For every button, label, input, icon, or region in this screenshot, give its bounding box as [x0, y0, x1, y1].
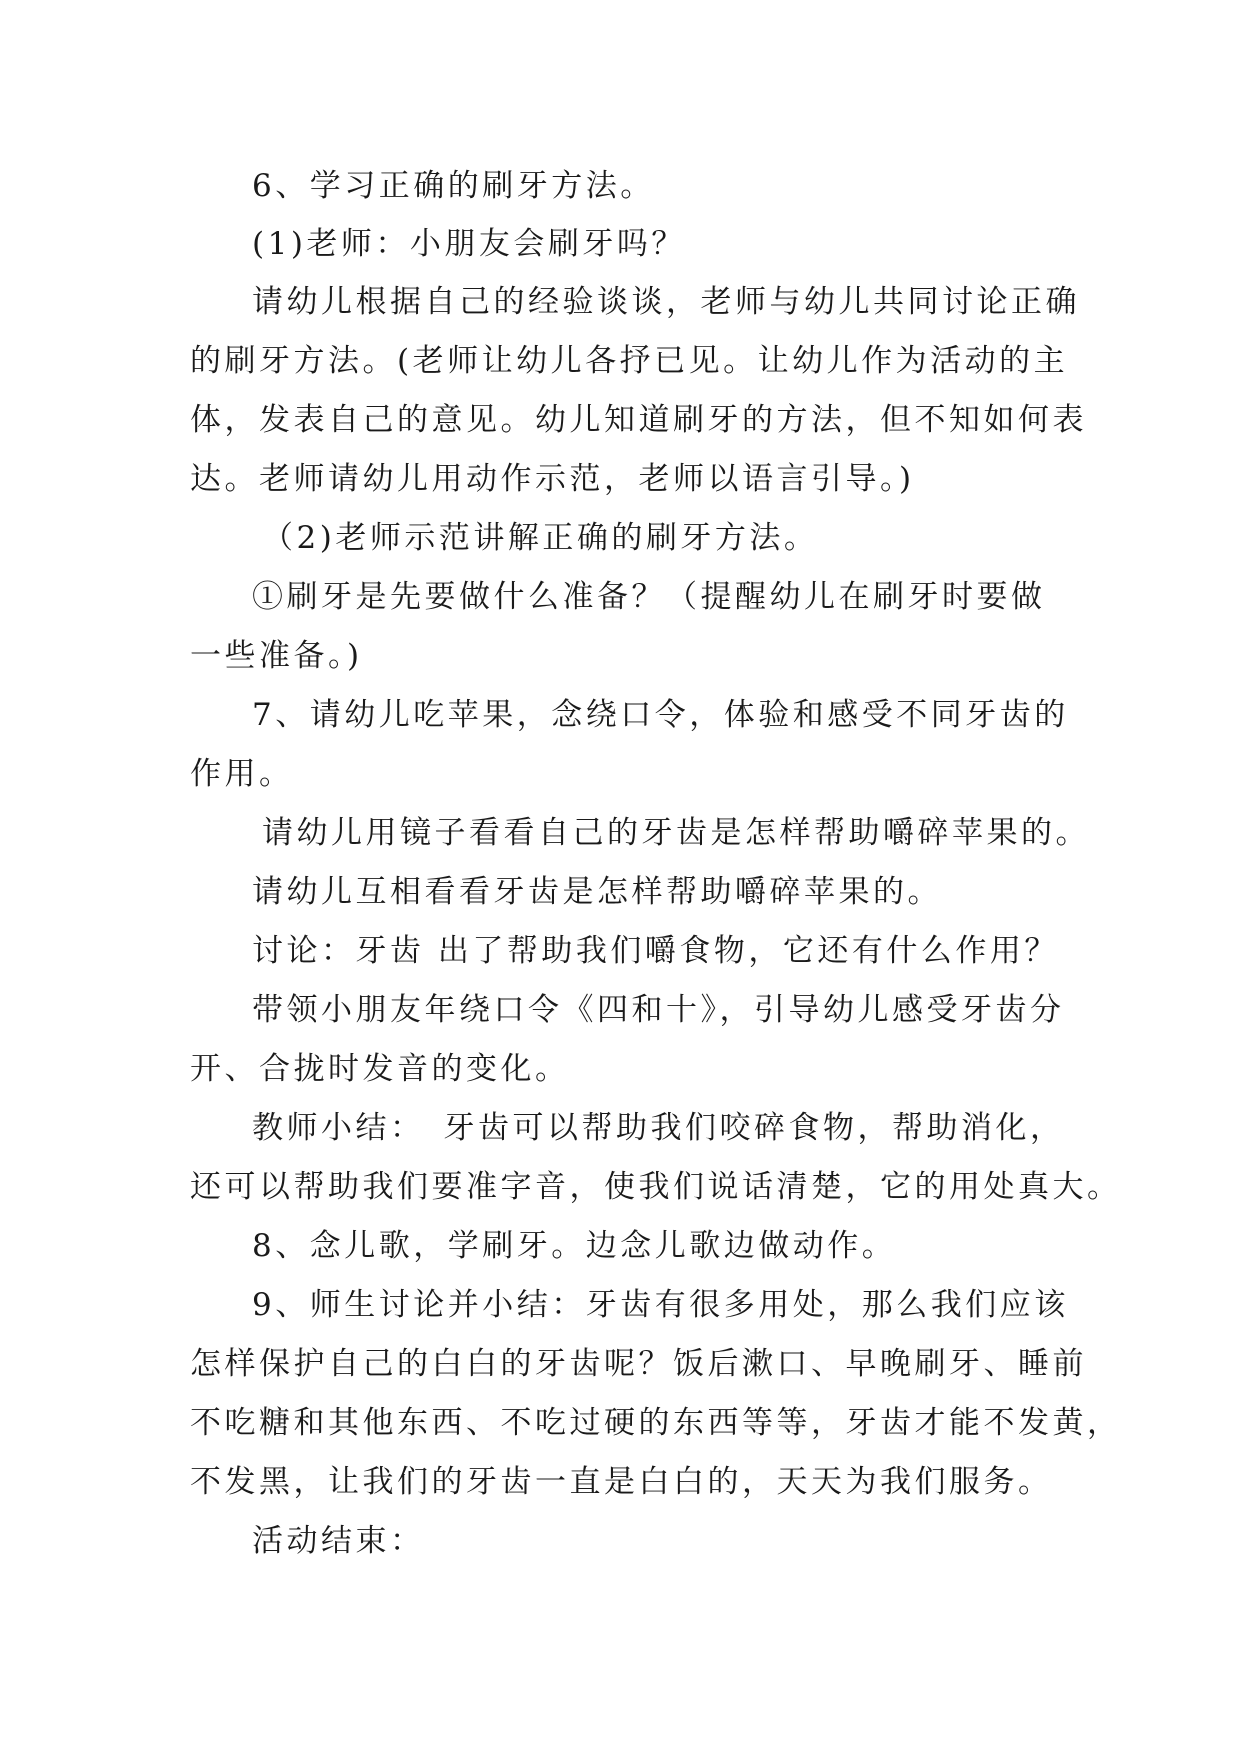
- paragraph-line: 体，发表自己的意见。幼儿知道刷牙的方法，但不知如何表: [190, 402, 1087, 438]
- paragraph-line: 请幼儿互相看看牙齿是怎样帮助嚼碎苹果的。: [252, 874, 942, 910]
- paragraph-line: 作用。: [190, 756, 294, 792]
- paragraph-line: 的刷牙方法。(老师让幼儿各抒已见。让幼儿作为活动的主: [190, 343, 1069, 379]
- step-6-item-1: (1)老师：小朋友会刷牙吗？: [252, 226, 686, 262]
- teacher-summary-line: 教师小结： 牙齿可以帮助我们咬碎食物，帮助消化，: [252, 1110, 1065, 1146]
- paragraph-line: 开、合拢时发音的变化。: [190, 1051, 570, 1087]
- step-8-heading: 8、念儿歌，学刷牙。边念儿歌边做动作。: [252, 1228, 897, 1264]
- step-9-heading: 9、师生讨论并小结：牙齿有很多用处，那么我们应该: [252, 1287, 1069, 1323]
- activity-end-heading: 活动结束：: [252, 1523, 425, 1559]
- paragraph-line: 请幼儿根据自己的经验谈谈，老师与幼儿共同讨论正确: [252, 284, 1080, 320]
- paragraph-line: 带领小朋友年绕口令《四和十》，引导幼儿感受牙齿分: [252, 992, 1065, 1028]
- step-6-item-2: （2)老师示范讲解正确的刷牙方法。: [262, 520, 819, 556]
- paragraph-line: 不吃糖和其他东西、不吃过硬的东西等等，牙齿才能不发黄，: [190, 1405, 1122, 1441]
- step-7-heading: 7、请幼儿吃苹果，念绕口令，体验和感受不同牙齿的: [252, 697, 1069, 733]
- paragraph-line: 一些准备。): [190, 638, 363, 674]
- paragraph-line: 请幼儿用镜子看看自己的牙齿是怎样帮助嚼碎苹果的。: [262, 815, 1090, 851]
- paragraph-line: 不发黑，让我们的牙齿一直是白白的，天天为我们服务。: [190, 1464, 1053, 1500]
- paragraph-line: 怎样保护自己的白白的牙齿呢？饭后漱口、早晚刷牙、睡前: [190, 1346, 1087, 1382]
- paragraph-line: ①刷牙是先要做什么准备？（提醒幼儿在刷牙时要做: [252, 579, 1046, 615]
- paragraph-line: 还可以帮助我们要准字音，使我们说话清楚，它的用处真大。: [190, 1169, 1122, 1205]
- paragraph-line: 达。老师请幼儿用动作示范，老师以语言引导。): [190, 461, 915, 497]
- paragraph-line: 讨论：牙齿 出了帮助我们嚼食物，它还有什么作用？: [252, 933, 1059, 969]
- step-6-heading: 6、学习正确的刷牙方法。: [252, 168, 655, 204]
